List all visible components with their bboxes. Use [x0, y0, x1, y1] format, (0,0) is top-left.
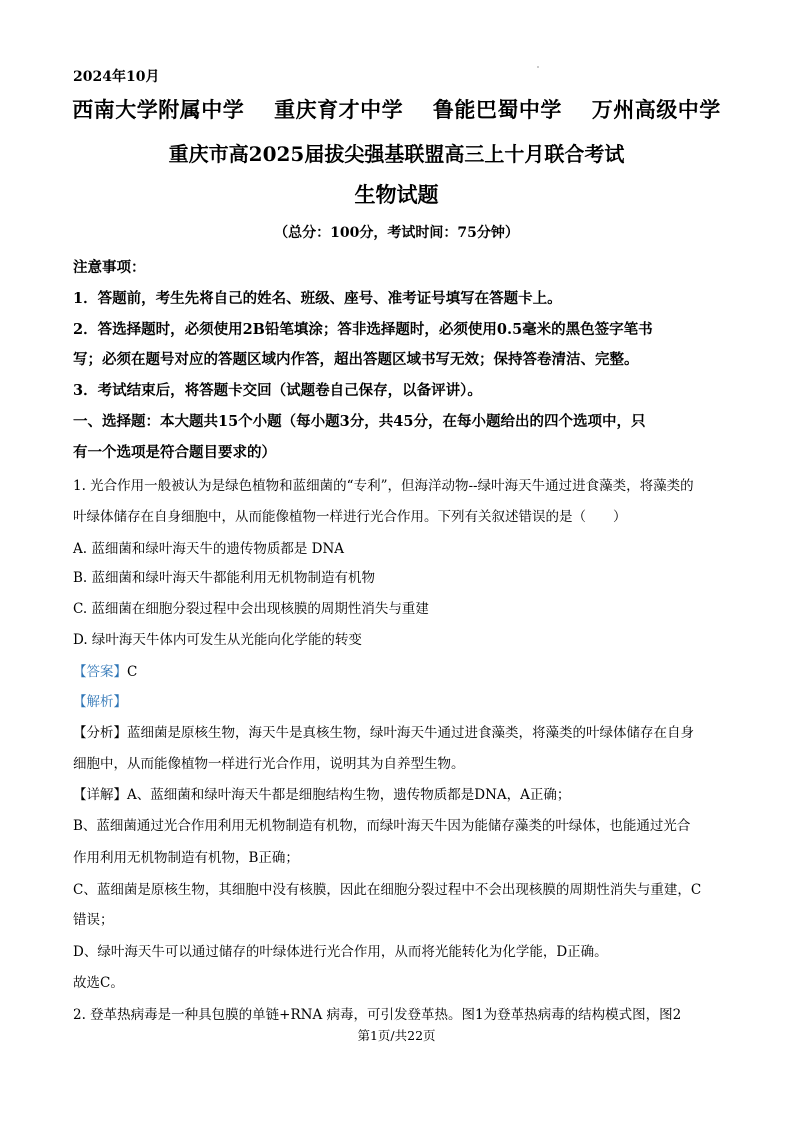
option-c: C. 蓝细菌在细胞分裂过程中会出现核膜的周期性消失与重建 [73, 601, 429, 617]
school-name: 西南大学附属中学 [72, 97, 245, 122]
xiangjie-b: B、蓝细菌通过光合作用利用无机物制造有机物，而绿叶海天牛因为能储存藻类的叶绿体，也能通过光合 [73, 818, 691, 834]
xiangjie-b-cont: 作用利用无机物制造有机物，B正确； [73, 850, 299, 866]
option-b: B. 蓝细菌和绿叶海天牛都能利用无机物制造有机物 [73, 570, 376, 586]
xiangjie-a: A、蓝细菌和绿叶海天牛都是细胞结构生物，遗传物质都是DNA，A正确； [127, 787, 571, 803]
fenxi-line [73, 721, 694, 741]
answer-value: C [127, 664, 138, 680]
question-1-stem-cont: 叶绿体储存在自身细胞中，从而能像植物一样进行光合作用。下列有关叙述错误的是（ ） [73, 509, 627, 525]
analysis-label: 【解析】 [73, 694, 127, 710]
subject-title: 生物试题 [354, 182, 439, 207]
note-item-3: 3．考试结束后，将答题卡交回（试题卷自己保存，以备评讲）。 [73, 382, 482, 399]
scan-dot [537, 66, 539, 68]
answer-label: 【答案】 [73, 664, 127, 680]
exam-date: 2024年10月 [73, 69, 160, 85]
section-heading: 一、选择题：本大题共15个小题（每小题3分，共45分，在每小题给出的四个选项中，只 [73, 413, 646, 430]
option-d: D. 绿叶海天牛体内可发生从光能向化学能的转变 [73, 632, 362, 648]
fenxi-text: 蓝细菌是原核生物，海天牛是真核生物，绿叶海天牛通过进食藻类，将藻类的叶绿体储存在自身 [127, 725, 694, 741]
note-item-2: 2．答选择题时，必须使用2B铅笔填涂；答非选择题时，必须使用0.5毫米的黑色签字笔书 [73, 321, 653, 338]
school-list [0, 94, 793, 124]
xiangjie-d: D、绿叶海天牛可以通过储存的叶绿体进行光合作用，从而将光能转化为化学能，D正确。 [73, 944, 608, 960]
school-name: 鲁能巴蜀中学 [432, 97, 562, 122]
note-item-2-cont: 写；必须在题号对应的答题区域内作答，超出答题区域书写无效；保持答卷清洁、完整。 [73, 351, 639, 368]
section-heading-cont: 有一个选项是符合题目要求的） [73, 444, 276, 461]
notes-title: 注意事项： [73, 259, 146, 276]
school-name: 重庆育才中学 [274, 97, 404, 122]
fenxi-text-cont: 细胞中，从而能像植物一样进行光合作用，说明其为自养型生物。 [73, 756, 465, 772]
exam-title: 重庆市高2025届拔尖强基联盟高三上十月联合考试 [168, 142, 625, 166]
school-name: 万州高级中学 [591, 97, 721, 122]
note-item-1: 1．答题前，考生先将自己的姓名、班级、座号、准考证号填写在答题卡上。 [73, 290, 562, 307]
question-2-stem: 2. 登革热病毒是一种具包膜的单链+RNA 病毒，可引发登革热。图1为登革热病毒的结构模式图，图2 [73, 1007, 682, 1023]
page-number: 第1页/共22页 [357, 1028, 436, 1043]
xiangjie-c-cont: 错误； [73, 912, 114, 928]
question-1-stem: 1. 光合作用一般被认为是绿色植物和蓝细菌的“专利”，但海洋动物--绿叶海天牛通过进食藻类，将藻类的 [73, 478, 694, 494]
exam-info: （总分：100分，考试时间：75分钟） [274, 225, 519, 241]
option-a: A. 蓝细菌和绿叶海天牛的遗传物质都是 DNA [73, 541, 345, 557]
xiangjie-label: 【详解】 [73, 787, 127, 803]
xiangjie-line [73, 783, 570, 803]
xiangjie-c: C、蓝细菌是原核生物，其细胞中没有核膜，因此在细胞分裂过程中不会出现核膜的周期性消失与重建，C [73, 882, 702, 898]
fenxi-label: 【分析】 [73, 725, 127, 741]
answer-line [73, 660, 137, 680]
conclusion: 故选C。 [73, 975, 124, 991]
